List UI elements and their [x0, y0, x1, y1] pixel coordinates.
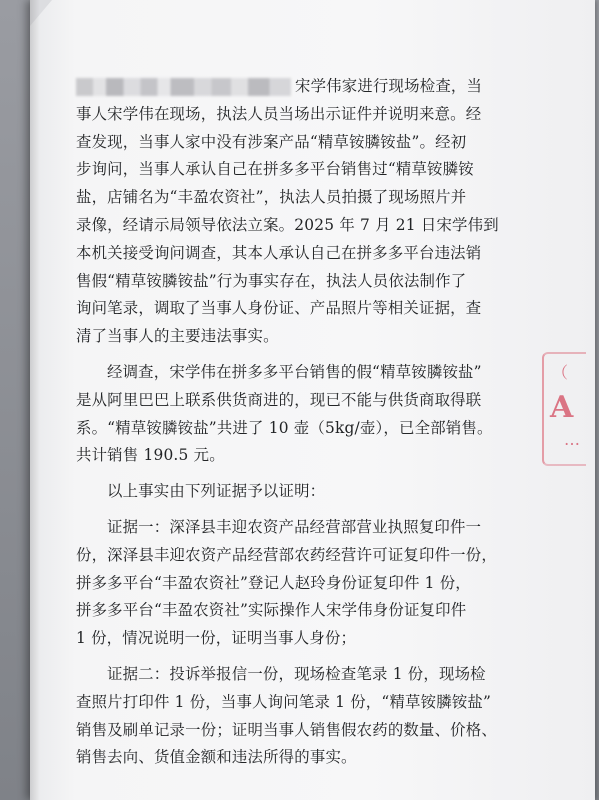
body-line: 销售去向、货值金额和违法所得的事实。: [76, 748, 357, 767]
body-line: 宋学伟家进行现场检查，当: [76, 73, 526, 101]
body-line: 拼多多平台“丰盈农资社”登记人赵玲身份证复印件 1 份，: [76, 573, 471, 592]
body-line: 证据二：投诉举报信一份，现场检查笔录 1 份，现场检: [107, 664, 486, 683]
body-line: 清了当事人的主要违法事实。: [76, 327, 279, 346]
red-seal-stamp: [542, 352, 586, 466]
body-line: 售假“精草铵膦铵盐”行为事实存在，执法人员依法制作了: [76, 271, 467, 290]
stamp-text: （: [552, 363, 569, 382]
body-line: 以上事实由下列证据予以证明：: [107, 482, 326, 501]
stamp-text: A: [550, 390, 574, 425]
body-line: 经调查，宋学伟在拼多多平台销售的假“精草铵膦铵盐”: [107, 362, 482, 381]
body-line: 1 份，情况说明一份，证明当事人身份；: [76, 629, 357, 648]
body-line: 查发现，当事人家中没有涉案产品“精草铵膦铵盐”。经初: [76, 132, 467, 151]
body-line: 事人宋学伟在现场，执法人员当场出示证件并说明来意。经: [76, 104, 482, 123]
body-line: 是从阿里巴巴上联系供货商进的，现已不能与供货商取得联: [76, 390, 482, 409]
body-line: 录像，经请示局领导依法立案。2025 年 7 月 21 日宋学伟到: [76, 215, 499, 234]
body-line: 查照片打印件 1 份，当事人询问笔录 1 份，“精草铵膦铵盐”: [76, 692, 492, 711]
body-line: 拼多多平台“丰盈农资社”实际操作人宋学伟身份证复印件: [76, 601, 467, 620]
body-line: 本机关接受询问调查，其本人承认自己在拼多多平台违法销: [76, 243, 482, 262]
body-line: 系。“精草铵膦铵盐”共进了 10 壶（5kg/壶），已全部销售。: [76, 418, 493, 437]
body-line: 步询问，当事人承认自己在拼多多平台销售过“精草铵膦铵: [76, 160, 474, 179]
document-body: [76, 73, 526, 772]
page-edge-shadow: [30, 0, 40, 800]
body-line: 盐，店铺名为“丰盈农资社”，执法人员拍摄了现场照片并: [76, 188, 467, 207]
redacted-region: [76, 78, 291, 96]
body-line: 共计销售 190.5 元。: [76, 446, 225, 465]
body-line: 询问笔录，调取了当事人身份证、产品照片等相关证据，查: [76, 299, 482, 318]
body-line: 份，深泽县丰迎农资产品经营部农药经营许可证复印件一份，: [76, 545, 497, 564]
body-line: 证据一：深泽县丰迎农资产品经营部营业执照复印件一: [107, 517, 482, 536]
stamp-text: …: [564, 430, 580, 449]
body-line: 销售及刷单记录一份；证明当事人销售假农药的数量、价格、: [76, 720, 497, 739]
